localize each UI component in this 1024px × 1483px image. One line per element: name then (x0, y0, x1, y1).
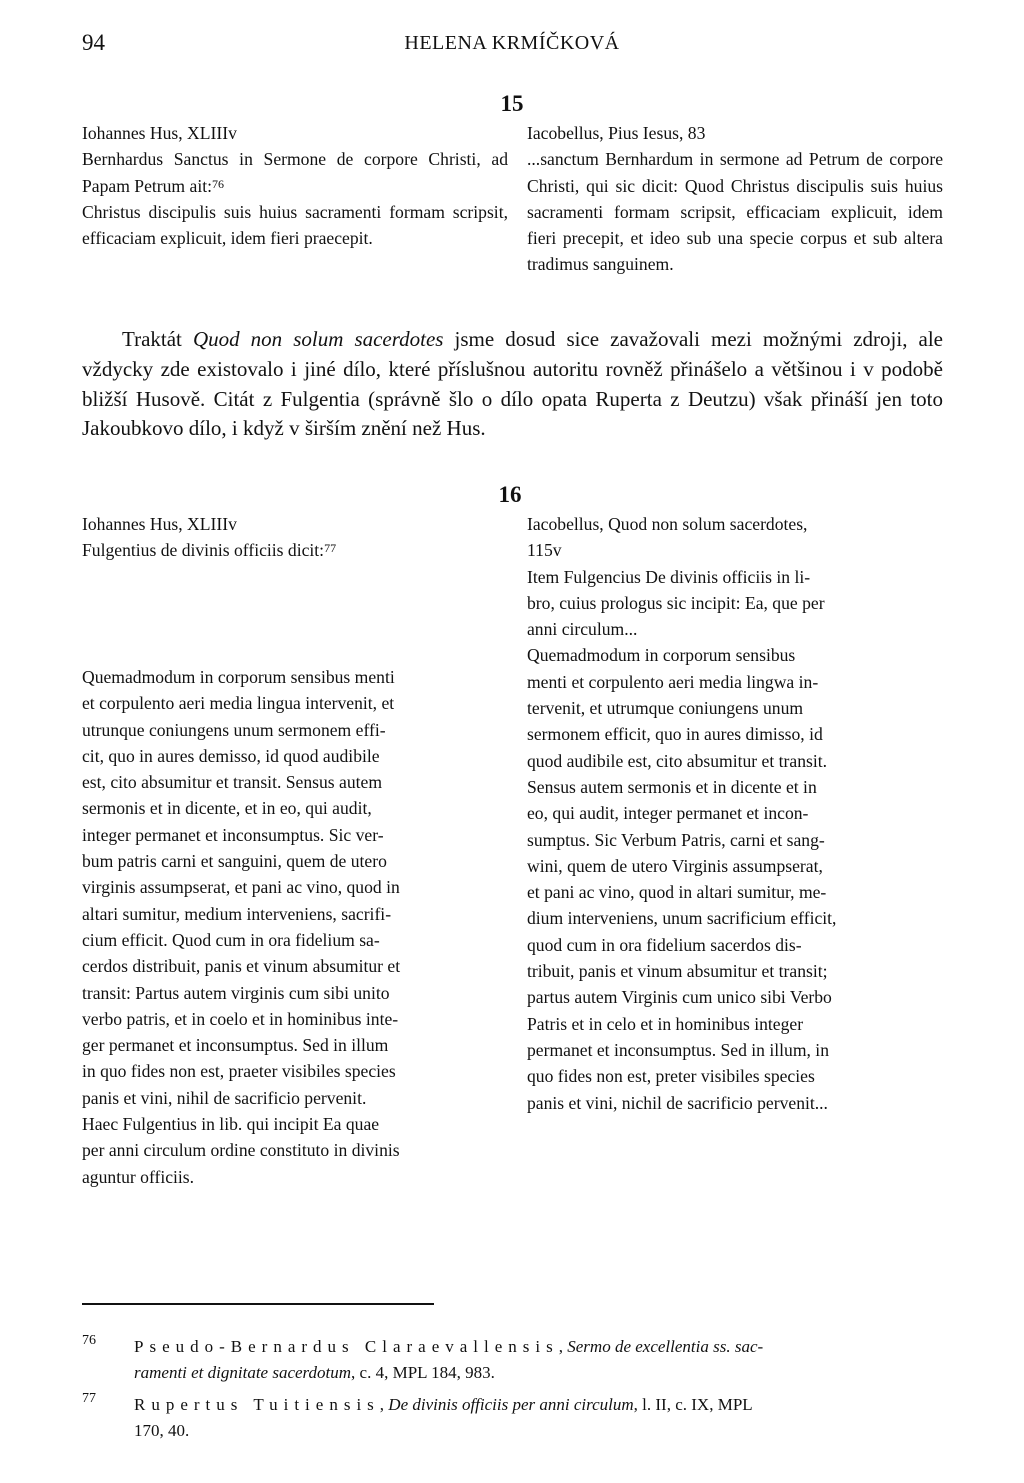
running-title: HELENA KRMÍČKOVÁ (404, 32, 620, 54)
left-quote-line: utrunque coniungens unum sermonem effi- (82, 719, 386, 740)
right-quote-line: sermonem efficit, quo in aures dimisso, id (527, 724, 823, 745)
footnote-77: 77 Rupertus Tuitiensis, De divinis officiis per anni circulum, l. II, c. IX, MPL 170, 40. (82, 1392, 944, 1444)
footnote-title: Sermo de excellentia ss. sac- (567, 1337, 764, 1356)
right-quote-line: tervenit, et utrumque coniungens unum (527, 698, 804, 719)
footnote-number: 76 (82, 1333, 96, 1348)
right-quote-line: Sensus autem sermonis et in dicente et in (527, 776, 817, 797)
paragraph-text-end: jsme dosud sice zavažovali mezi možnými zdroji, ale vždycky zde existovalo i jiné dílo, které příslušnou autoritu rovněž přinášelo a většinou i v podobě bližší Husově. Citát z Fulgentia (správně šlo o dílo opata Ruperta z Deutzu) však přináší jen toto Jakoubkovo dílo, i když v širším znění než Hus. (82, 327, 943, 441)
right-source-ref: 115v (527, 540, 562, 561)
section15-right-column (527, 120, 943, 278)
right-quote-line: partus autem Virginis cum unico sibi Verbo (527, 987, 832, 1008)
left-intro (82, 149, 508, 195)
left-source-ref: Iohannes Hus, XLIIIv (82, 514, 237, 534)
left-quote-line: Quemadmodum in corporum sensibus menti (82, 667, 395, 687)
right-quote-line: dium interveniens, unum sacrificium efficit, (527, 908, 837, 929)
left-quote-line: transit: Partus autem virginis cum sibi unito (82, 982, 390, 1003)
section-number-15: 15 (500, 91, 524, 116)
left-quote-line: cerdos distribuit, panis et vinum absumitur et (82, 956, 401, 977)
right-quote-text: ...sanctum Bernhardum in sermone ad Petrum de corpore Christi, qui sic dicit: Quod Christus discipulis suis huius sacramenti formam scripsit, efficaciam explicuit, idem fieri precepit, et ideo sub una specie corpus et sub altera tradimus sanguinem. (527, 149, 943, 275)
right-intro-line: bro, cuius prologus sic incipit: Ea, que per (527, 592, 825, 613)
right-intro-line: Item Fulgencius De divinis officiis in li- (527, 566, 811, 587)
left-quote-line: virginis assumpserat, et pani ac vino, quod in (82, 877, 400, 898)
right-quote-line: panis et vini, nichil de sacrificio pervenit... (527, 1092, 828, 1113)
section-number-16: 16 (498, 482, 522, 507)
left-quote-line: integer permanet et inconsumptus. Sic ver- (82, 824, 384, 845)
footnote-author: Pseudo-Bernardus Claraevallensis (134, 1337, 559, 1356)
footnote-title: De divinis officiis per anni circulum (388, 1395, 634, 1414)
right-quote-line: quod audibile est, cito absumitur et transit. (527, 750, 828, 771)
right-quote-line: tribuit, panis et vinum absumitur et transit; (527, 961, 828, 982)
footnote-ref-76[interactable]: 76 (211, 176, 224, 191)
left-quote-line: ger permanet et inconsumptus. Sed in illum (82, 1035, 389, 1056)
running-head (82, 30, 942, 64)
right-quote-line: sumptus. Sic Verbum Patris, carni et sang- (527, 829, 825, 850)
left-intro (82, 537, 508, 563)
footnote-citation: 170, 40. (134, 1421, 190, 1440)
left-quote-line: verbo patris, et in coelo et in hominibus inte- (82, 1008, 399, 1029)
left-source-ref: Iohannes Hus, XLIIIv (82, 123, 237, 143)
section16-left-quote (82, 664, 508, 1190)
right-quote-line: et pani ac vino, quod in altari sumitur, me- (527, 882, 827, 903)
footnote-76: 76 Pseudo-Bernardus Claraevallensis, Sermo de excellentia ss. sac- ramenti et dignitate sacerdotum, c. 4, MPL 184, 983. (82, 1334, 944, 1386)
footnote-citation: , c. 4, MPL 184, 983. (351, 1363, 495, 1382)
right-quote-line: quo fides non est, preter visibiles species (527, 1066, 815, 1087)
work-title: Quod non solum sacerdotes (192, 327, 444, 351)
right-quote-line: Patris et in celo et in hominibus integer (527, 1013, 804, 1034)
right-quote-line: quod cum in ora fidelium sacerdos dis- (527, 934, 802, 955)
footnote-ref-77[interactable]: 77 (324, 541, 337, 556)
body-paragraph (82, 325, 943, 444)
left-intro-text: Bernhardus Sanctus in Sermone de corpore Christi, ad Papam Petrum ait: (82, 149, 508, 196)
left-quote-line: et corpulento aeri media lingua intervenit, et (82, 693, 395, 714)
section16-left-column (82, 511, 508, 564)
left-quote-line: aguntur officiis. (82, 1166, 195, 1187)
left-quote-line: in quo fides non est, praeter visibiles species (82, 1061, 396, 1082)
left-quote-line: bum patris carni et sanguini, quem de utero (82, 851, 387, 872)
footnote-author: Rupertus Tuitiensis (134, 1395, 380, 1414)
right-quote-line: eo, qui audit, integer permanet et incon- (527, 803, 809, 824)
right-source-ref: Iacobellus, Quod non solum sacerdotes, (527, 514, 808, 534)
section16-right-column (527, 511, 943, 1116)
footnote-citation: , l. II, c. IX, MPL (633, 1395, 753, 1414)
footnote-title: ramenti et dignitate sacerdotum (134, 1363, 352, 1382)
left-quote-line: est, cito absumitur et transit. Sensus autem (82, 772, 383, 793)
left-quote-line: per anni circulum ordine constituto in divinis (82, 1140, 400, 1161)
right-quote-line: wini, quem de utero Virginis assumpserat, (527, 855, 823, 876)
right-source-ref: Iacobellus, Pius Iesus, 83 (527, 123, 706, 143)
paragraph-text-start: Traktát (122, 327, 193, 351)
right-quote-line: Quemadmodum in corporum sensibus (527, 645, 796, 666)
left-quote-line: altari sumitur, medium interveniens, sacrifi- (82, 903, 392, 924)
left-quote-line: cium efficit. Quod cum in ora fidelium sa- (82, 929, 380, 950)
left-quote-line: sermonis et in dicente, et in eo, qui audit, (82, 798, 372, 819)
left-intro-text: Fulgentius de divinis officiis dicit: (82, 540, 325, 561)
left-quote-text: Christus discipulis suis huius sacramenti formam scripsit, efficaciam explicuit, idem fieri praecepit. (82, 201, 508, 249)
section15-left-column (82, 120, 508, 251)
left-quote-line: Haec Fulgentius in lib. qui incipit Ea quae (82, 1114, 380, 1135)
right-quote-line: permanet et inconsumptus. Sed in illum, in (527, 1039, 829, 1060)
right-quote-line: menti et corpulento aeri media lingwa in- (527, 671, 819, 692)
page-number: 94 (82, 30, 105, 55)
footnote-separator (82, 1303, 434, 1305)
left-quote-line: cit, quo in aures demisso, id quod audibile (82, 745, 380, 766)
left-quote-line: panis et vini, nihil de sacrificio pervenit. (82, 1087, 367, 1108)
footnote-number: 77 (82, 1391, 96, 1406)
right-intro-line: anni circulum... (527, 619, 638, 640)
